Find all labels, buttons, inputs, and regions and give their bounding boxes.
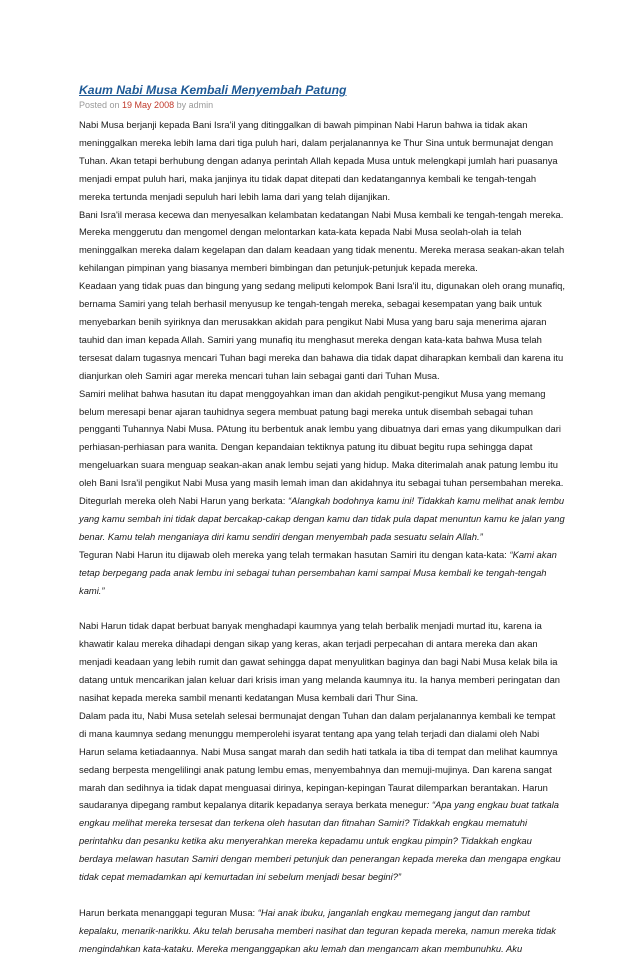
paragraph-gap bbox=[79, 886, 565, 904]
paragraph-4: Samiri melihat bahwa hasutan itu dapat menggoyahkan iman dan akidah pengikut-pengikut Musa yang memang belum meresapi benar ajaran tauhidnya segera membuat patung bagi mereka untuk disembah sebagai tuhan pengganti Tuhannya Nabi Musa. PAtung itu berbentuk anak lembu yang dibuatnya dari emas yang dikumpulkan dari perhiasan-perhiasan para wanita. Dengan kepandaian tektiknya patung itu dibuat begitu rupa sehingga dapat mengeluarkan suara menguap seakan-akan anak lembu sejati yang hidup. Maka diterimalah anak patung lembu itu oleh Bani Isra'il pengikut Nabi Musa yang masih lemah iman dan akidahnya itu sebagai tuhan persembahan mereka. bbox=[79, 387, 564, 489]
paragraph-1: Nabi Musa berjanji kepada Bani Isra'il yang ditinggalkan di bawah pimpinan Nabi Harun bahwa ia tidak akan meninggalkan mereka lebih lama dari tiga puluh hari, dalam perjalanannya ke Thur Sina untuk bermunajat dengan Tuhan. Akan tetapi berhubung dengan adanya perintah Allah kepada Musa untuk melengkapi jumlah hari puasanya menjadi empat puluh hari, maka janjinya itu tidak dapat ditepati dan kedatangannya kembali ke tengah-tengah mereka tertunda menjadi sepuluh hari lebih lama dari yang telah dijanjikan. bbox=[79, 119, 558, 202]
paragraph-9-lead: Harun berkata menanggapi teguran Musa: bbox=[79, 906, 258, 918]
paragraph-6-quote: “Kami akan tetap berpegang pada anak lembu ini sebagai tuhan persembahan kami sampai Musa kembali ke tengah-tengah kami.” bbox=[79, 548, 557, 596]
paragraph-5 bbox=[79, 492, 565, 546]
post-meta bbox=[79, 99, 565, 112]
paragraph-7: Nabi Harun tidak dapat berbuat banyak menghadapi kaumnya yang telah berbalik menjadi murtad itu, karena ia khawatir kalau mereka dihadapi dengan sikap yang keras, akan terjadi perpecahan di antara mereka dan akan menjadi keadaan yang lebih rumit dan gawat sehingga dapat menyulitkan baginya dan bagi Nabi Musa kelak bila ia datang untuk mencarikan jalan keluar dari krisis iman yang melanda kaumnya itu. Ia hanya memberi peringatan dan nasihat kepada mereka sambil menanti kedatangan Musa kembali dari Thur Sina. bbox=[79, 620, 560, 703]
paragraph-6 bbox=[79, 546, 565, 600]
post-author: by admin bbox=[176, 100, 214, 110]
post-date-link[interactable]: 19 May 2008 bbox=[122, 100, 175, 110]
paragraph-8 bbox=[79, 707, 565, 886]
paragraph-9 bbox=[79, 904, 565, 958]
paragraph-gap bbox=[79, 599, 565, 617]
paragraph-8-quote: : “Apa yang engkau buat tatkala engkau melihat mereka tersesat dan terkena oleh hasutan dan fitnahan Samiri? Tidakkah engkau mematuhi perintahku dan pesanku ketika aku menyerahkan mereka kepadamu untuk engkau pimpin? Tidakkah engkau berdaya melawan hasutan Samiri dengan memberi petunjuk dan penerangan kepada mereka dan mengapa engkau tidak cepat memadamkan api kemurtadan ini sebelum menjadi besar begini?” bbox=[79, 799, 561, 883]
paragraph-2: Bani Isra'il merasa kecewa dan menyesalkan kelambatan kedatangan Nabi Musa kembali ke tengah-tengah mereka. Mereka menggerutu dan mengomel dengan melontarkan kata-kata kepada Nabi Musa seolah-olah ia telah meninggalkan mereka dalam kegelapan dan dalam keadaan yang tidak menentu. Mereka merasa seakan-akan telah kehilangan pimpinan yang biasanya memberi bimbingan dan petunjuk-petunjuk kepada mereka. bbox=[79, 208, 565, 274]
article bbox=[79, 82, 565, 958]
paragraph-5-lead: Ditegurlah mereka oleh Nabi Harun yang berkata: bbox=[79, 495, 288, 507]
post-title-link[interactable]: Kaum Nabi Musa Kembali Menyembah Patung bbox=[79, 83, 347, 97]
paragraph-9-quote: “Hai anak ibuku, janganlah engkau memegang jangut dan rambut kepalaku, menarik-narikku. Aku telah berusaha memberi nasihat dan teguran kepada mereka, namun mereka tidak mengindahkan kata-kataku. Mereka menganggapkan aku lemah dan mengancam akan membunuhku. Aku bbox=[79, 906, 556, 954]
paragraph-3: Keadaan yang tidak puas dan bingung yang sedang meliputi kelompok Bani Isra'il itu, digunakan oleh orang munafiq, bernama Samiri yang telah berhasil menyusup ke tengah-tengah mereka, sebagai kesempatan yang baik untuk menyebarkan benih syiriknya dan merusakkan akidah para pengikut Nabi Musa yang baru saja menerima ajaran tauhid dan iman kepada Allah. Samiri yang munafiq itu menghasut mereka dengan kata-kata bahwa Musa telah tersesat dalam tugasnya mencari Tuhan bagi mereka dan bahawa dia tidak dapat diharapkan kembali dan karena itu dianjurkan oleh Samiri agar mereka mencari tuhan lain sebagai ganti dari Tuhan Musa. bbox=[79, 280, 565, 381]
posted-on-label: Posted on bbox=[79, 100, 120, 110]
paragraph-6-lead: Teguran Nabi Harun itu dijawab oleh mereka yang telah termakan hasutan Samiri itu dengan kata-kata: bbox=[79, 548, 510, 560]
paragraph-5-quote: “Alangkah bodohnya kamu ini! Tidakkah kamu melihat anak lembu yang kamu sembah ini tidak dapat bercakap-cakap dengan kamu dan tidak pula dapat menuntun kamu ke jalan yang benar. Kamu telah menganiaya diri kamu sendiri dengan menyembah pada sesuatu selain Allah.” bbox=[79, 495, 565, 542]
paragraph-8-lead: Dalam pada itu, Nabi Musa setelah selesai bermunajat dengan Tuhan dan dalam perjalanannya kembali ke tempat di mana kaumnya sedang menunggu memperolehi isyarat tentang apa yang telah terjadi dan dialami oleh Nabi Harun selama ketiadaannya. Nabi Musa sangat marah dan sedih hati tatkala ia tiba di tempat dan melihat kaumnya sedang berpesta mengelilingi anak patung lembu emas, menyembahnya dan memuji-mujinya. Dan karena sangat marah dan sedihnya ia tidak dapat menguasai dirinya, kepingan-kepingan Taurat dilemparkan berantakan. Harun saudaranya dipegang rambut kepalanya ditarik kepadanya seraya berkata menegur bbox=[79, 709, 558, 811]
